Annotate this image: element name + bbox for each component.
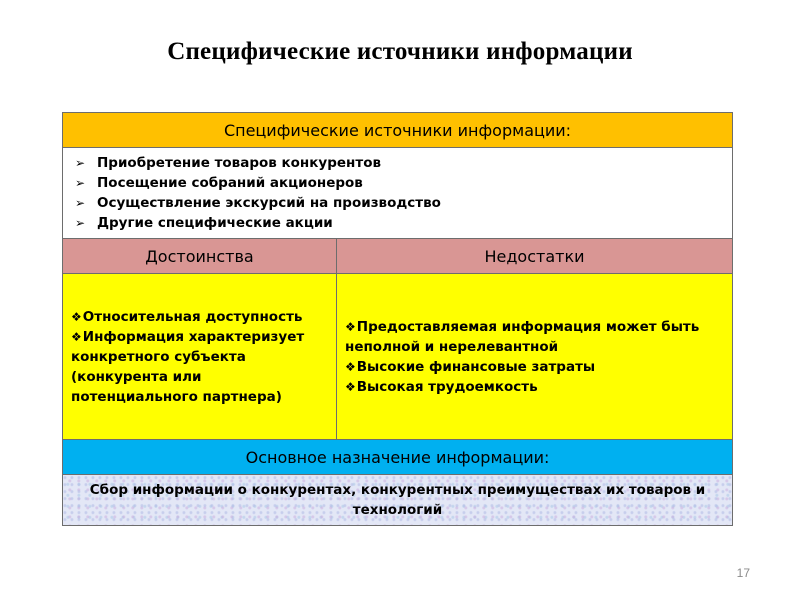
disadvantage-text: Высокие финансовые затраты bbox=[356, 358, 596, 375]
diamond-bullet-icon: ❖ bbox=[345, 379, 356, 394]
source-item-text: Осуществление экскурсий на производство bbox=[97, 195, 441, 211]
slide-title: Специфические источники информации bbox=[167, 38, 633, 65]
diamond-bullet-icon: ❖ bbox=[345, 319, 356, 334]
list-item bbox=[75, 153, 732, 173]
arrow-bullet-icon: ➢ bbox=[75, 196, 86, 210]
disadvantage-text: Предоставляемая информация может быть неполной и нерелевантной bbox=[345, 318, 700, 355]
advantages-header: Достоинства bbox=[63, 239, 337, 274]
advantage-text: Информация характеризует конкретного субъекта (конкурента или потенциального партнера) bbox=[71, 328, 305, 405]
advantages-cell bbox=[63, 274, 337, 440]
sources-header: Специфические источники информации: bbox=[63, 113, 733, 148]
disadvantages-list bbox=[345, 317, 726, 397]
list-item bbox=[75, 173, 732, 193]
list-item bbox=[345, 357, 726, 377]
list-item bbox=[75, 193, 732, 213]
list-item bbox=[71, 327, 330, 407]
disadvantages-cell bbox=[337, 274, 733, 440]
diamond-bullet-icon: ❖ bbox=[345, 359, 356, 374]
advantage-text: Относительная доступность bbox=[82, 308, 303, 325]
diamond-bullet-icon: ❖ bbox=[71, 329, 82, 344]
source-item-text: Приобретение товаров конкурентов bbox=[97, 155, 382, 171]
info-table bbox=[62, 112, 733, 526]
sources-cell bbox=[63, 148, 733, 239]
disadvantage-text: Высокая трудоемкость bbox=[356, 378, 538, 395]
list-item bbox=[345, 317, 726, 357]
disadvantages-header: Недостатки bbox=[337, 239, 733, 274]
list-item bbox=[71, 307, 330, 327]
source-item-text: Посещение собраний акционеров bbox=[97, 175, 363, 191]
arrow-bullet-icon: ➢ bbox=[75, 156, 86, 170]
advantages-list bbox=[71, 307, 330, 407]
purpose-header: Основное назначение информации: bbox=[63, 440, 733, 475]
arrow-bullet-icon: ➢ bbox=[75, 216, 86, 230]
purpose-text: Сбор информации о конкурентах, конкурентных преимуществах их товаров и технологий bbox=[63, 475, 733, 526]
sources-list bbox=[63, 153, 732, 233]
source-item-text: Другие специфические акции bbox=[97, 215, 333, 231]
diamond-bullet-icon: ❖ bbox=[71, 309, 82, 324]
page-number: 17 bbox=[736, 566, 750, 580]
list-item bbox=[75, 213, 732, 233]
arrow-bullet-icon: ➢ bbox=[75, 176, 86, 190]
list-item bbox=[345, 377, 726, 397]
